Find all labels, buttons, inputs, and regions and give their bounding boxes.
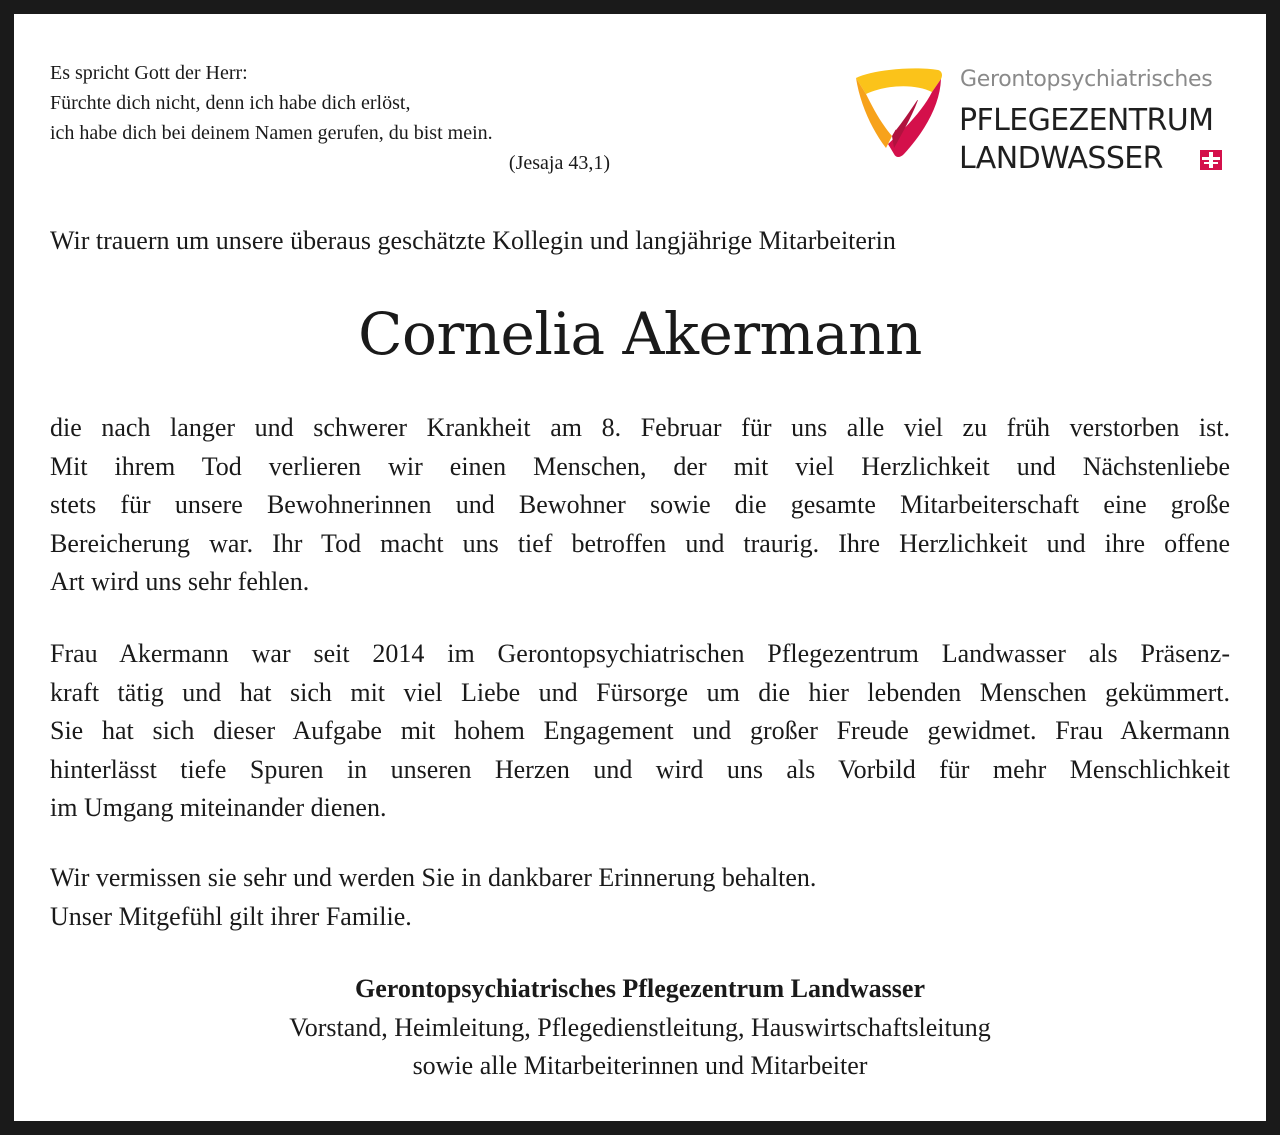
text-line: Sie hat sich dieser Aufgabe mit hohem Engagement und großer Freude gewidmet. Frau Akermann	[50, 716, 1230, 745]
verse-line-3: ich habe dich bei deinem Namen gerufen, du bist mein.	[50, 122, 493, 144]
text-line: Mit ihrem Tod verlieren wir einen Menschen, der mit viel Herzlichkeit und Nächstenliebe	[50, 451, 1230, 481]
signature-organization: Gerontopsychiatrisches Pflegezentrum Landwasser	[354, 974, 925, 1003]
deceased-name: Cornelia Akermann	[358, 300, 922, 368]
text-line: Art wird uns sehr fehlen.	[50, 567, 310, 596]
text-line: Wir vermissen sie sehr und werden Sie in dankbarer Erinnerung behalten.	[50, 863, 817, 892]
paragraph-1	[50, 409, 1230, 602]
logo-line-3: LANDWASSER	[959, 141, 1163, 176]
text-line: kraft tätig und hat sich mit viel Liebe und Fürsorge um die hier lebenden Menschen gekümmert.	[50, 677, 1230, 707]
intro-text: Wir trauern um unsere überaus geschätzte Kollegin und langjährige Mitarbeiterin	[50, 226, 896, 255]
text-line: Frau Akermann war seit 2014 im Gerontopsychiatrischen Pflegezentrum Landwasser als Präsenz-	[50, 639, 1230, 668]
paragraph-3	[50, 859, 1230, 936]
signature-block	[14, 970, 1266, 1086]
verse-reference: (Jesaja 43,1)	[508, 152, 610, 174]
text-line: hinterlässt tiefe Spuren in unseren Herzen und wird uns als Vorbild für mehr Menschlichkeit	[50, 754, 1230, 784]
logo-line-2: PFLEGEZENTRUM	[959, 103, 1214, 138]
text-line: Bereicherung war. Ihr Tod macht uns tief betroffen und traurig. Ihre Herzlichkeit und ihre offene	[50, 528, 1230, 558]
organization-logo	[852, 62, 1232, 182]
triangle-logo-icon	[852, 64, 944, 160]
paragraph-2	[50, 635, 1230, 828]
logo-line-1: Gerontopsychiatrisches	[960, 67, 1213, 92]
text-line: im Umgang miteinander dienen.	[50, 793, 387, 822]
diakonie-cross-icon	[1200, 150, 1222, 170]
verse-line-1: Es spricht Gott der Herr:	[50, 62, 248, 84]
signature-line-3: sowie alle Mitarbeiterinnen und Mitarbeiter	[412, 1051, 868, 1080]
obituary-notice	[14, 14, 1266, 1121]
verse-line-2: Fürchte dich nicht, denn ich habe dich erlöst,	[50, 92, 411, 114]
bible-verse	[50, 58, 610, 178]
text-line: stets für unsere Bewohnerinnen und Bewohner sowie die gesamte Mitarbeiterschaft eine große	[50, 490, 1230, 519]
signature-line-2: Vorstand, Heimleitung, Pflegedienstleitung, Hauswirtschaftsleitung	[289, 1012, 991, 1042]
text-line: Unser Mitgefühl gilt ihrer Familie.	[50, 901, 412, 931]
text-line: die nach langer und schwerer Krankheit am 8. Februar für uns alle viel zu früh verstorben ist.	[50, 413, 1230, 442]
